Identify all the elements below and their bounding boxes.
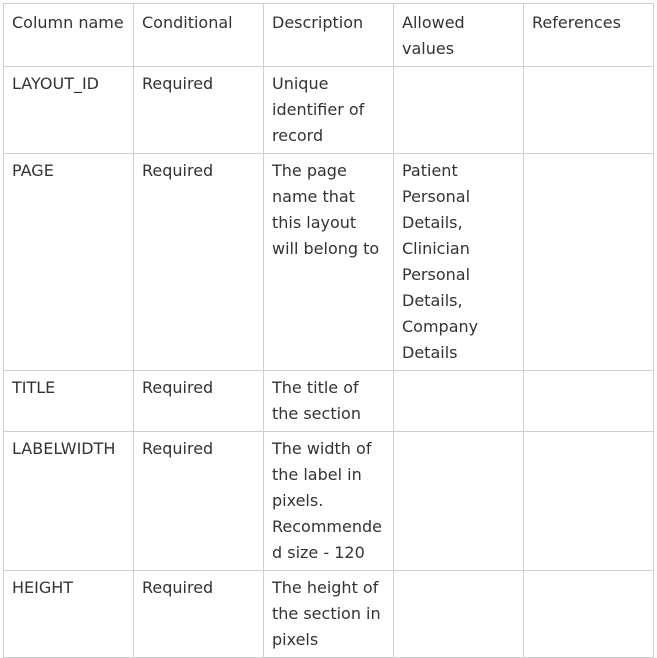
header-references: References bbox=[524, 4, 654, 67]
cell-description: The width of the label in pixels. Recommended size - 120 bbox=[264, 432, 394, 571]
cell-allowed-values bbox=[394, 432, 524, 571]
header-allowed-values: Allowed values bbox=[394, 4, 524, 67]
header-description: Description bbox=[264, 4, 394, 67]
columns-table bbox=[3, 3, 654, 658]
header-conditional: Conditional bbox=[134, 4, 264, 67]
table-row bbox=[4, 154, 654, 371]
table-row bbox=[4, 371, 654, 432]
cell-allowed-values bbox=[394, 67, 524, 154]
cell-references bbox=[524, 432, 654, 571]
cell-references bbox=[524, 571, 654, 658]
table-row bbox=[4, 67, 654, 154]
table-header bbox=[4, 4, 654, 67]
table-body bbox=[4, 67, 654, 658]
table-row bbox=[4, 571, 654, 658]
cell-conditional: Required bbox=[134, 371, 264, 432]
cell-column-name: TITLE bbox=[4, 371, 134, 432]
cell-conditional: Required bbox=[134, 154, 264, 371]
cell-conditional: Required bbox=[134, 432, 264, 571]
cell-column-name: HEIGHT bbox=[4, 571, 134, 658]
table-container bbox=[3, 3, 654, 658]
cell-description: The height of the section in pixels bbox=[264, 571, 394, 658]
cell-column-name: LAYOUT_ID bbox=[4, 67, 134, 154]
cell-description: The page name that this layout will belong to bbox=[264, 154, 394, 371]
cell-allowed-values bbox=[394, 571, 524, 658]
cell-conditional: Required bbox=[134, 571, 264, 658]
cell-description: Unique identifier of record bbox=[264, 67, 394, 154]
cell-column-name: LABELWIDTH bbox=[4, 432, 134, 571]
table-row bbox=[4, 432, 654, 571]
cell-allowed-values bbox=[394, 371, 524, 432]
header-row bbox=[4, 4, 654, 67]
cell-conditional: Required bbox=[134, 67, 264, 154]
cell-column-name: PAGE bbox=[4, 154, 134, 371]
cell-references bbox=[524, 67, 654, 154]
cell-allowed-values: Patient Personal Details, Clinician Personal Details, Company Details bbox=[394, 154, 524, 371]
header-column-name: Column name bbox=[4, 4, 134, 67]
cell-references bbox=[524, 154, 654, 371]
cell-description: The title of the section bbox=[264, 371, 394, 432]
cell-references bbox=[524, 371, 654, 432]
